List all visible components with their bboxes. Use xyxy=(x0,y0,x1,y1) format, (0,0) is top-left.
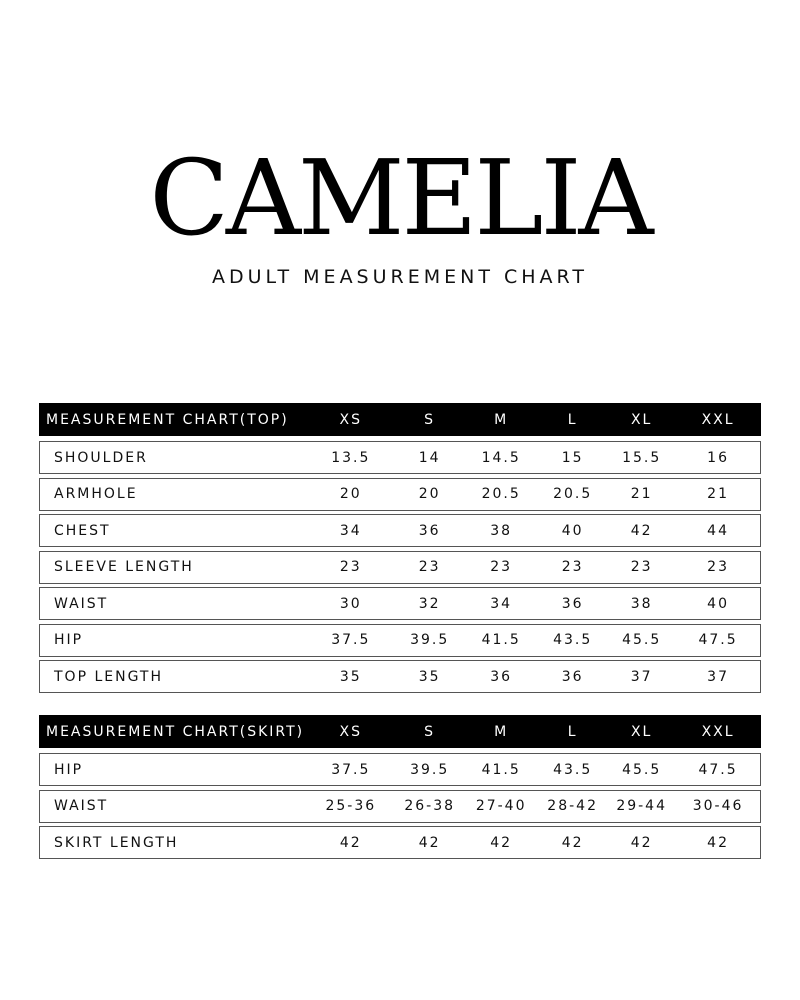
measurement-cell: 26-38 xyxy=(404,798,456,814)
chart-subtitle: ADULT MEASUREMENT CHART xyxy=(212,266,588,288)
measurement-cell: 39.5 xyxy=(410,761,450,778)
measurement-cell: 36 xyxy=(561,595,584,612)
measurement-cell: 35 xyxy=(418,668,441,685)
table-row xyxy=(39,753,761,786)
size-header: XXL xyxy=(701,411,735,428)
size-header: XL xyxy=(630,723,653,740)
row-label: HIP xyxy=(54,632,84,648)
table-title: MEASUREMENT CHART(SKIRT) xyxy=(46,723,305,740)
row-label: SHOULDER xyxy=(54,449,148,466)
measurement-cell: 21 xyxy=(707,486,729,502)
measurement-cell: 37.5 xyxy=(331,761,371,778)
measurement-cell: 45.5 xyxy=(622,632,662,648)
row-label: TOP LENGTH xyxy=(54,668,164,685)
measurement-cell: 13.5 xyxy=(331,449,371,466)
size-header: M xyxy=(494,411,509,428)
measurement-cell: 28-42 xyxy=(547,798,598,814)
measurement-cell: 20.5 xyxy=(481,486,521,502)
measurement-cell: 47.5 xyxy=(698,632,738,648)
measurement-cell: 35 xyxy=(339,668,362,685)
measurement-cell: 42 xyxy=(630,522,653,539)
measurement-cell: 29-44 xyxy=(616,798,667,814)
measurement-cell: 43.5 xyxy=(553,632,593,648)
measurement-cell: 38 xyxy=(490,522,513,539)
measurement-cell: 37.5 xyxy=(331,632,371,648)
brand-logo: CAMELIA xyxy=(149,137,651,259)
table-header-row xyxy=(39,403,761,436)
measurement-cell: 41.5 xyxy=(481,761,521,778)
measurement-cell: 41.5 xyxy=(481,632,521,648)
table-row xyxy=(39,826,761,859)
measurement-cell: 34 xyxy=(339,522,362,539)
measurement-cell: 40 xyxy=(707,595,729,612)
table-row xyxy=(39,514,761,547)
table-row xyxy=(39,790,761,823)
size-header: XL xyxy=(630,411,653,428)
measurement-cell: 37 xyxy=(630,668,653,685)
measurement-cell: 45.5 xyxy=(622,761,662,778)
measurement-cell: 14 xyxy=(418,449,441,466)
measurement-cell: 43.5 xyxy=(553,761,593,778)
measurement-cell: 23 xyxy=(339,559,362,575)
table-row xyxy=(39,624,761,657)
measurement-cell: 23 xyxy=(561,559,584,575)
measurement-cell: 42 xyxy=(490,834,513,851)
size-header: XXL xyxy=(701,723,735,740)
measurement-cell: 21 xyxy=(630,486,653,502)
measurement-cell: 36 xyxy=(561,668,584,685)
row-label: SLEEVE LENGTH xyxy=(54,559,194,575)
measurement-cell: 25-36 xyxy=(325,798,377,814)
measurement-cell: 34 xyxy=(490,595,513,612)
measurement-cell: 42 xyxy=(630,834,653,851)
measurement-cell: 23 xyxy=(630,559,653,575)
table-row xyxy=(39,441,761,474)
row-label: SKIRT LENGTH xyxy=(54,834,179,851)
row-label: CHEST xyxy=(54,522,111,539)
table-header-row xyxy=(39,715,761,748)
row-label: WAIST xyxy=(54,798,109,814)
skirt-measurement-table xyxy=(39,715,761,863)
measurement-cell: 20 xyxy=(339,486,362,502)
measurement-cell: 32 xyxy=(418,595,441,612)
measurement-cell: 15.5 xyxy=(622,449,662,466)
measurement-cell: 42 xyxy=(561,834,584,851)
measurement-cell: 36 xyxy=(418,522,441,539)
size-header: XS xyxy=(339,411,362,428)
measurement-cell: 38 xyxy=(630,595,653,612)
measurement-cell: 40 xyxy=(561,522,584,539)
measurement-cell: 30 xyxy=(339,595,362,612)
measurement-cell: 42 xyxy=(707,834,729,851)
size-header: M xyxy=(494,723,509,740)
size-header: XS xyxy=(339,723,362,740)
measurement-cell: 15 xyxy=(561,449,584,466)
size-header: S xyxy=(424,723,436,740)
measurement-cell: 27-40 xyxy=(475,798,527,814)
table-row xyxy=(39,660,761,693)
measurement-cell: 37 xyxy=(707,668,729,685)
measurement-cell: 42 xyxy=(418,834,441,851)
table-row xyxy=(39,551,761,584)
measurement-cell: 39.5 xyxy=(410,632,450,648)
measurement-cell: 23 xyxy=(418,559,441,575)
measurement-cell: 42 xyxy=(339,834,362,851)
size-header: L xyxy=(567,723,578,740)
measurement-cell: 16 xyxy=(707,449,729,466)
row-label: ARMHOLE xyxy=(54,486,138,502)
table-row xyxy=(39,478,761,511)
measurement-cell: 20.5 xyxy=(553,486,593,502)
measurement-cell: 47.5 xyxy=(698,761,738,778)
measurement-cell: 23 xyxy=(490,559,513,575)
top-measurement-table xyxy=(39,403,761,697)
row-label: HIP xyxy=(54,761,84,778)
measurement-cell: 30-46 xyxy=(692,798,744,814)
row-label: WAIST xyxy=(54,595,109,612)
measurement-cell: 36 xyxy=(490,668,513,685)
table-row xyxy=(39,587,761,620)
measurement-cell: 23 xyxy=(707,559,729,575)
measurement-cell: 20 xyxy=(418,486,441,502)
size-header: L xyxy=(567,411,578,428)
measurement-cell: 14.5 xyxy=(481,449,521,466)
table-title: MEASUREMENT CHART(TOP) xyxy=(46,411,289,428)
measurement-cell: 44 xyxy=(707,522,729,539)
size-header: S xyxy=(424,411,436,428)
